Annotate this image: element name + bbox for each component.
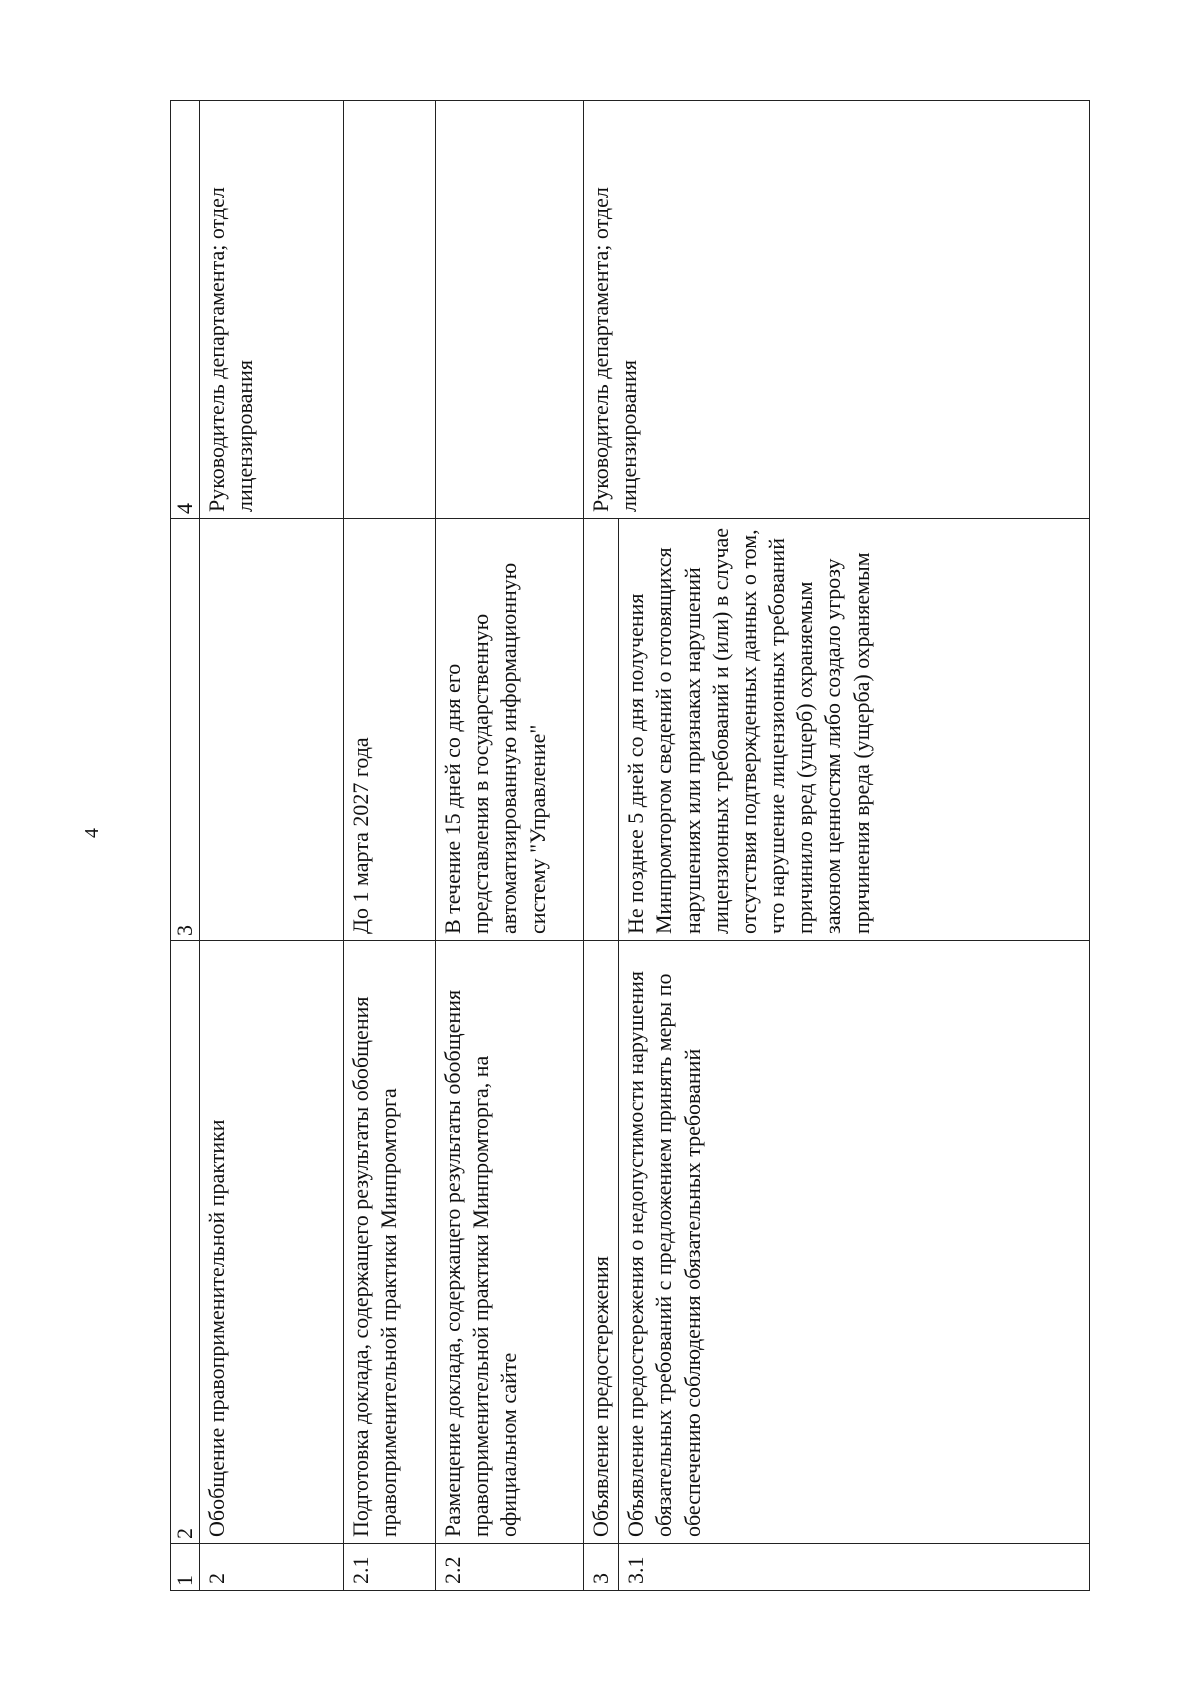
plan-table — [170, 100, 1090, 1591]
header-cell-4: 4 — [171, 101, 200, 519]
activity-cell: Объявление предостережения о недопустимости нарушения обязательных требований с предложением принять меры по обеспечению соблюдения обязательных требований — [619, 941, 1090, 1544]
responsible-cell: Руководитель департамента; отдел лицензирования — [584, 101, 1090, 519]
page-number: 4 — [81, 828, 103, 838]
deadline-cell — [200, 519, 344, 941]
responsible-cell — [436, 101, 584, 519]
deadline-cell — [584, 519, 619, 941]
deadline-cell: В течение 15 дней со дня его представления в государственную автоматизированную информационную систему "Управление" — [436, 519, 584, 941]
deadline-cell: Не позднее 5 дней со дня получения Минпромторгом сведений о готовящихся нарушениях или признаках нарушений лицензионных требований и (или) в случае отсутствия подтвержденных данных о том, что нарушение лицензионных требований причинило вред (ущерб) охраняемым законом ценностям либо создало угрозу причинения вреда (ущерба) охраняемым — [619, 519, 1090, 941]
activity-cell: Объявление предостережения — [584, 941, 619, 1544]
header-cell-1: 1 — [171, 1544, 200, 1591]
row-number: 3.1 — [619, 1544, 1090, 1591]
table-row — [436, 101, 584, 1591]
activity-cell: Подготовка доклада, содержащего результаты обобщения правоприменительной практики Минпромторга — [344, 941, 436, 1544]
rotated-table-wrapper — [170, 101, 1090, 1591]
activity-cell: Обобщение правоприменительной практики — [200, 941, 344, 1544]
header-row — [171, 101, 200, 1591]
row-number: 3 — [584, 1544, 619, 1591]
header-cell-2: 2 — [171, 941, 200, 1544]
responsible-cell: Руководитель департамента; отдел лицензирования — [200, 101, 344, 519]
deadline-cell: До 1 марта 2027 года — [344, 519, 436, 941]
row-number: 2.2 — [436, 1544, 584, 1591]
activity-cell: Размещение доклада, содержащего результаты обобщения правоприменительной практики Минпромторга, на официальном сайте — [436, 941, 584, 1544]
header-cell-3: 3 — [171, 519, 200, 941]
table-row — [344, 101, 436, 1591]
responsible-cell — [344, 101, 436, 519]
row-number: 2 — [200, 1544, 344, 1591]
table-row — [584, 101, 619, 1591]
row-number: 2.1 — [344, 1544, 436, 1591]
table-row — [200, 101, 344, 1591]
